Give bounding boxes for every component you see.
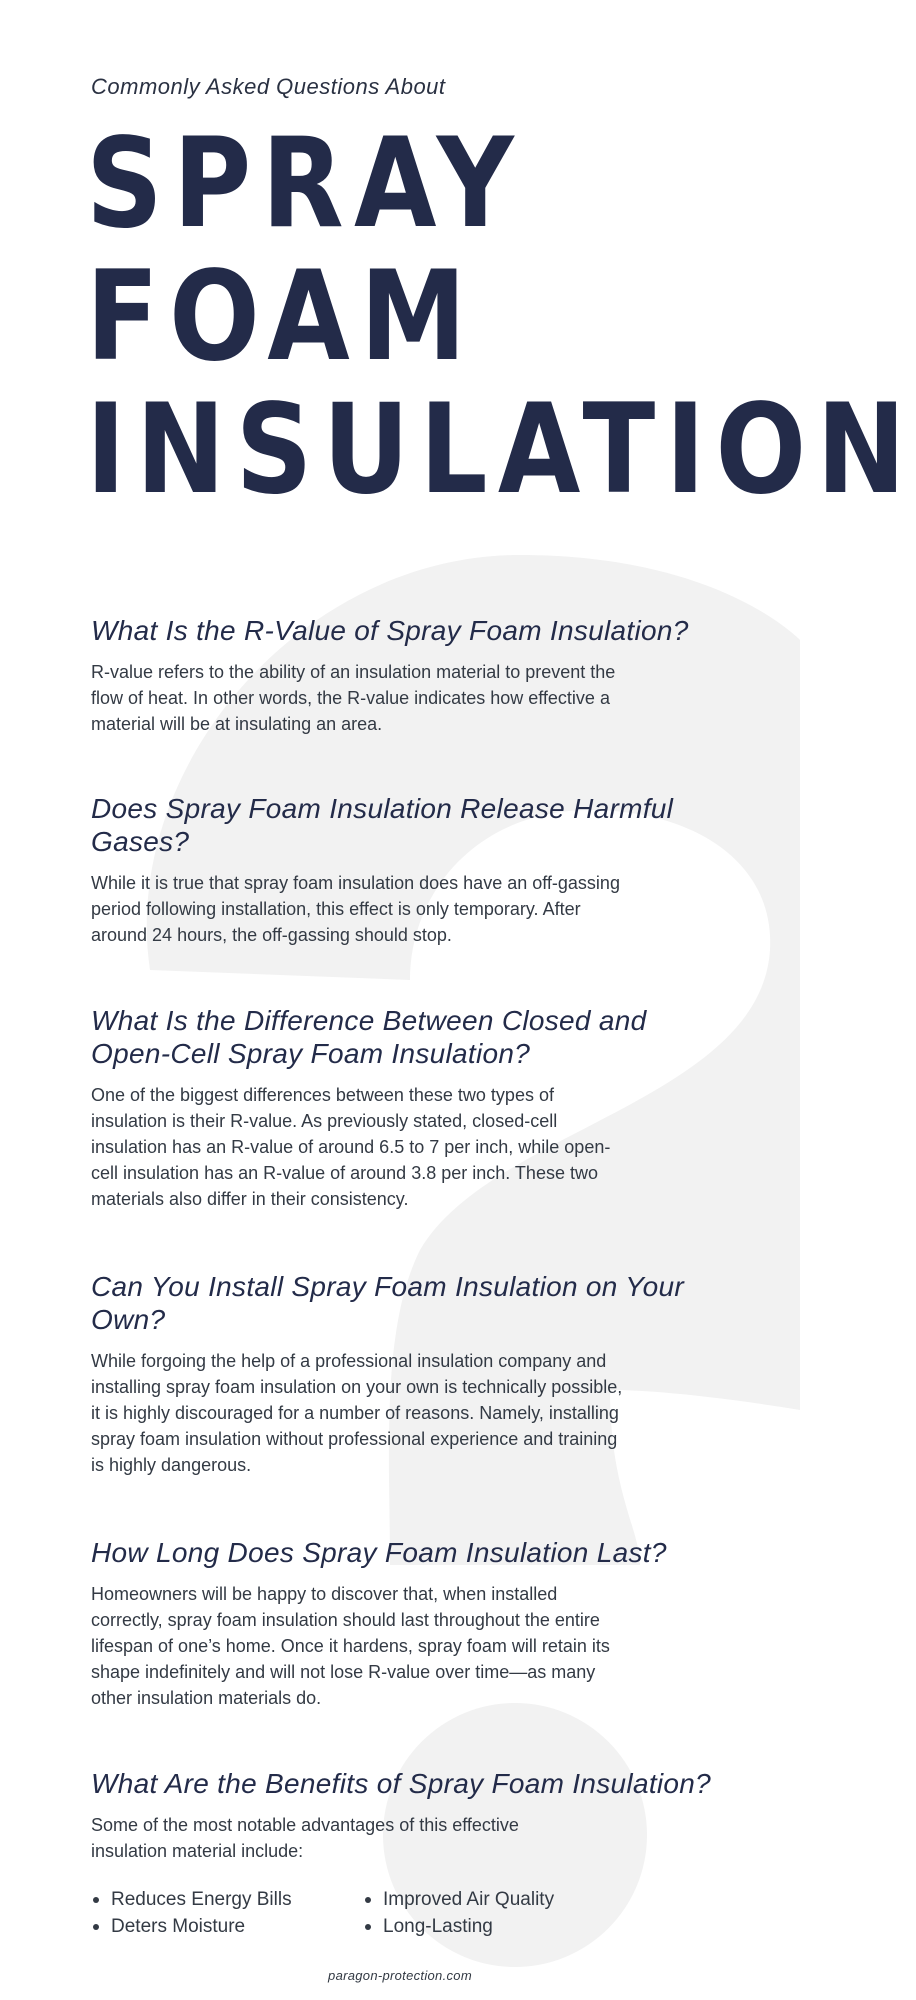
- footer-site-link[interactable]: paragon-protection.com: [328, 1968, 472, 1983]
- page-title: [86, 112, 916, 522]
- faq-item-benefits: [91, 1767, 751, 1940]
- benefits-list: [91, 1886, 751, 1940]
- faq-item-harmful-gases: [91, 792, 751, 948]
- list-item: Long-Lasting: [363, 1913, 635, 1940]
- header-kicker: Commonly Asked Questions About: [91, 74, 446, 99]
- faq-question: What Is the R-Value of Spray Foam Insulation?: [91, 615, 689, 646]
- list-item: Reduces Energy Bills: [91, 1886, 363, 1913]
- faq-item-r-value: [91, 614, 751, 737]
- faq-answer: Homeowners will be happy to discover that, when installed correctly, spray foam insulation should last throughout the entire lifespan of one’s home. Once it hardens, spray foam will retain its shape indefinitely and will not lose R-value over time—as many other insulation materials do.: [91, 1584, 610, 1708]
- faq-question: What Is the Difference Between Closed and Open-Cell Spray Foam Insulation?: [91, 1005, 647, 1069]
- faq-answer: One of the biggest differences between these two types of insulation is their R-value. As previously stated, closed-cell insulation has an R-value of around 6.5 to 7 per inch, while open-cell insulation has an R-value of around 3.8 per inch. These two materials also differ in their consistency.: [91, 1085, 611, 1209]
- faq-question: How Long Does Spray Foam Insulation Last?: [91, 1537, 667, 1568]
- faq-item-lifespan: [91, 1536, 751, 1711]
- list-item: Deters Moisture: [91, 1913, 363, 1940]
- title-line-2: FOAM: [86, 245, 477, 389]
- faq-question: What Are the Benefits of Spray Foam Insulation?: [91, 1768, 712, 1799]
- faq-answer: While it is true that spray foam insulation does have an off-gassing period following installation, this effect is only temporary. After around 24 hours, the off-gassing should stop.: [91, 873, 620, 945]
- list-item: Improved Air Quality: [363, 1886, 635, 1913]
- faq-question: Can You Install Spray Foam Insulation on Your Own?: [91, 1271, 685, 1335]
- faq-question: Does Spray Foam Insulation Release Harmful Gases?: [91, 793, 674, 857]
- faq-item-diy-install: [91, 1270, 751, 1478]
- faq-answer: While forgoing the help of a professional insulation company and installing spray foam insulation on your own is technically possible, it is highly discouraged for a number of reasons. Namely, installing spray foam insulation without professional experience and training is highly dangerous.: [91, 1351, 623, 1475]
- title-line-1: SPRAY: [86, 112, 525, 256]
- faq-answer: R-value refers to the ability of an insulation material to prevent the flow of heat. In other words, the R-value indicates how effective a material will be at insulating an area.: [91, 662, 616, 734]
- title-line-3: INSULATION: [86, 378, 916, 522]
- faq-item-closed-vs-open-cell: [91, 1004, 751, 1212]
- faq-answer: Some of the most notable advantages of this effective insulation material include:: [91, 1815, 519, 1861]
